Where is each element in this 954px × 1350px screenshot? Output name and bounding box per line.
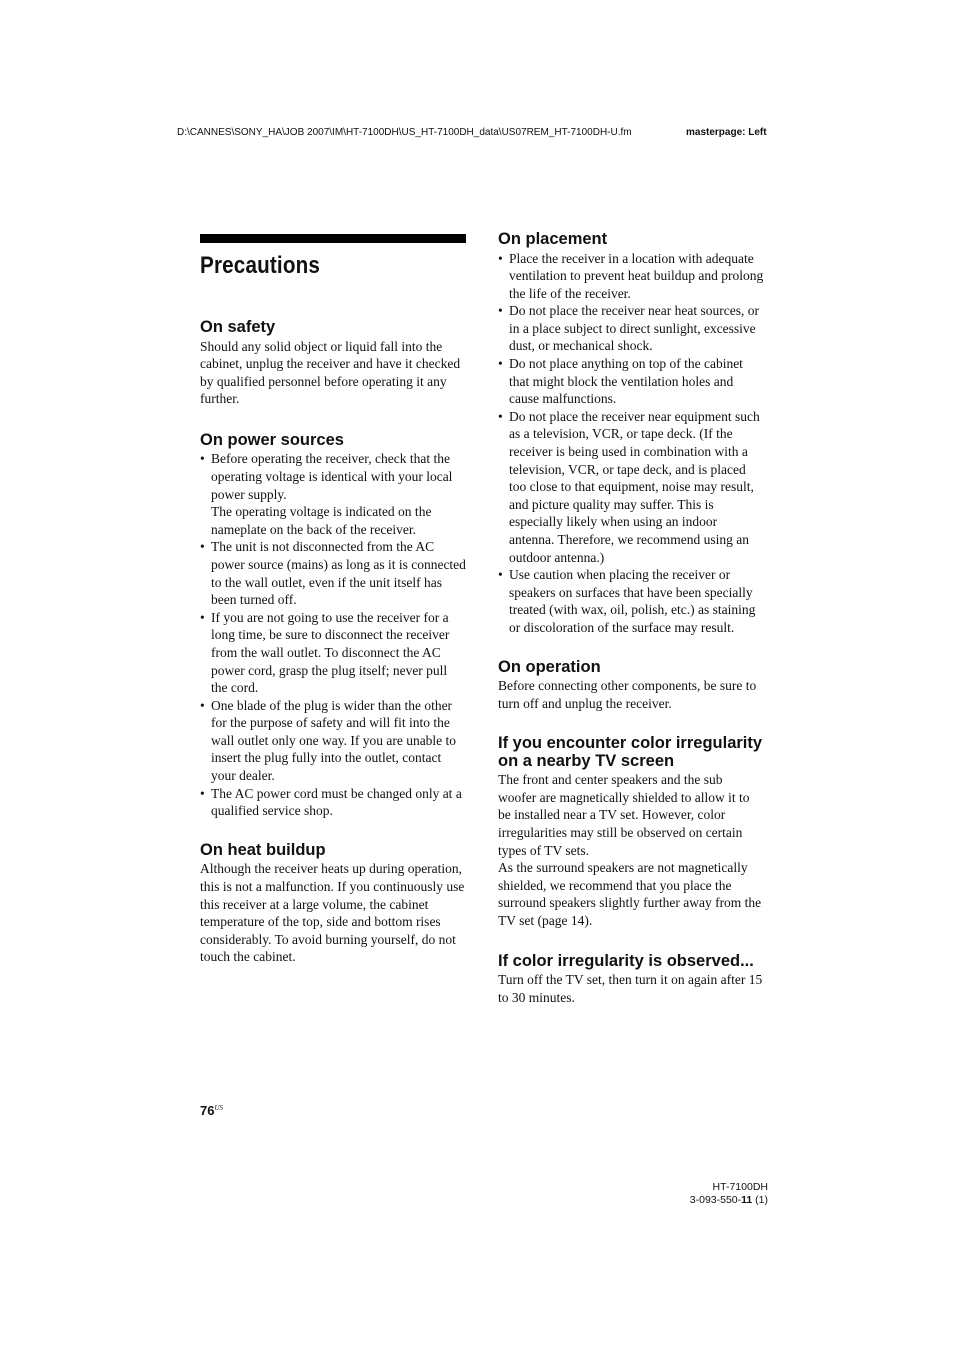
left-column xyxy=(200,233,466,966)
section-on-power-sources xyxy=(200,432,466,820)
section-body: Turn off the TV set, then turn it on again after 15 to 30 minutes. xyxy=(498,972,763,1005)
section-heading: On heat buildup xyxy=(200,840,326,859)
section-heading: If you encounter color irregularity on a nearby TV screen xyxy=(498,734,763,770)
section-on-operation xyxy=(498,659,764,713)
bullet-list xyxy=(498,250,764,637)
section-on-placement xyxy=(498,231,764,637)
page-number: $76^{US}$ xyxy=(200,1103,224,1118)
part-number: 3-093-550-11 (1) xyxy=(689,1193,768,1206)
masterpage-label: masterpage: Left xyxy=(686,127,767,138)
section-on-safety xyxy=(200,319,466,408)
list-item: • Place the receiver in a location with adequate ventilation to prevent heat buildup and prolong the life of the receiver. xyxy=(498,250,764,303)
section-body: Although the receiver heats up during operation, this is not a malfunction. If you continuously use this receiver at a large volume, the cabinet temperature of the top, side and bottom rises considerably. To avoid burning yourself, do not touch the cabinet. xyxy=(200,861,465,965)
list-item: • Do not place the receiver near heat sources, or in a place subject to direct sunlight, excessive dust, or mechanical shock. xyxy=(498,302,764,355)
page-title: Precautions xyxy=(200,252,321,279)
section-body: Before connecting other components, be sure to turn off and unplug the receiver. xyxy=(498,678,757,711)
section-heading: On power sources xyxy=(200,430,344,449)
list-item: • One blade of the plug is wider than the other for the purpose of safety and will fit into the wall outlet only one way. If you are unable to insert the plug fully into the outlet, contact your dealer. xyxy=(200,697,466,785)
footer-model-info xyxy=(600,1181,768,1206)
list-item-text: Before operating the receiver, check that the operating voltage is identical with your local power supply. xyxy=(211,451,453,502)
title-rule xyxy=(200,234,466,243)
model-number: HT-7100DH xyxy=(712,1181,768,1193)
section-body: Should any solid object or liquid fall into the cabinet, unplug the receiver and have it checked by qualified personnel before operating it any further. xyxy=(200,338,461,407)
section-on-heat-buildup xyxy=(200,842,466,966)
list-item: • Do not place anything on top of the cabinet that might block the ventilation holes and cause malfunctions. xyxy=(498,355,764,408)
section-body: The front and center speakers and the sub woofer are magnetically shielded to allow it to be installed near a TV set. However, color irregularities may still be observed on certain types of TV sets. xyxy=(498,772,750,858)
list-item: • The unit is not disconnected from the AC power source (mains) as long as it is connected to the wall outlet, even if the unit itself has been turned off. xyxy=(200,538,466,608)
right-column xyxy=(498,230,764,1006)
list-item: • The AC power cord must be changed only at a qualified service shop. xyxy=(200,785,466,820)
section-color-irregularity xyxy=(498,735,764,929)
list-item xyxy=(200,450,466,538)
section-heading: On operation xyxy=(498,657,601,676)
section-if-observed xyxy=(498,953,764,1007)
list-item-continuation: The operating voltage is indicated on the nameplate on the back of the receiver. xyxy=(211,504,432,537)
list-item: • Use caution when placing the receiver or speakers on surfaces that have been specially treated (with wax, oil, polish, etc.) as staining or discoloration of the surface may result. xyxy=(498,566,764,636)
bullet-list xyxy=(200,450,466,819)
file-path-header: D:\CANNES\SONY_HA\JOB 2007\IM\HT-7100DH\US_HT-7100DH_data\US07REM_HT-7100DH-U.fm xyxy=(177,127,632,138)
section-heading: If color irregularity is observed... xyxy=(498,951,754,970)
section-heading: On placement xyxy=(498,230,608,248)
list-item: • Do not place the receiver near equipment such as a television, VCR, or tape deck. (If the receiver is being used in combination with a television, VCR, or tape deck, and is placed too close to that equipment, noise may result, and picture quality may suffer. This is especially likely when using an indoor antenna. Therefore, we recommend using an outdoor antenna.) xyxy=(498,408,764,566)
section-body-continued: As the surround speakers are not magnetically shielded, we recommend that you place the surround speakers slightly further away from the TV set (page 14). xyxy=(498,860,762,928)
section-heading: On safety xyxy=(200,318,276,336)
list-item: • If you are not going to use the receiver for a long time, be sure to disconnect the receiver from the wall outlet. To disconnect the AC power cord, grasp the plug itself; never pull the cord. xyxy=(200,609,466,697)
